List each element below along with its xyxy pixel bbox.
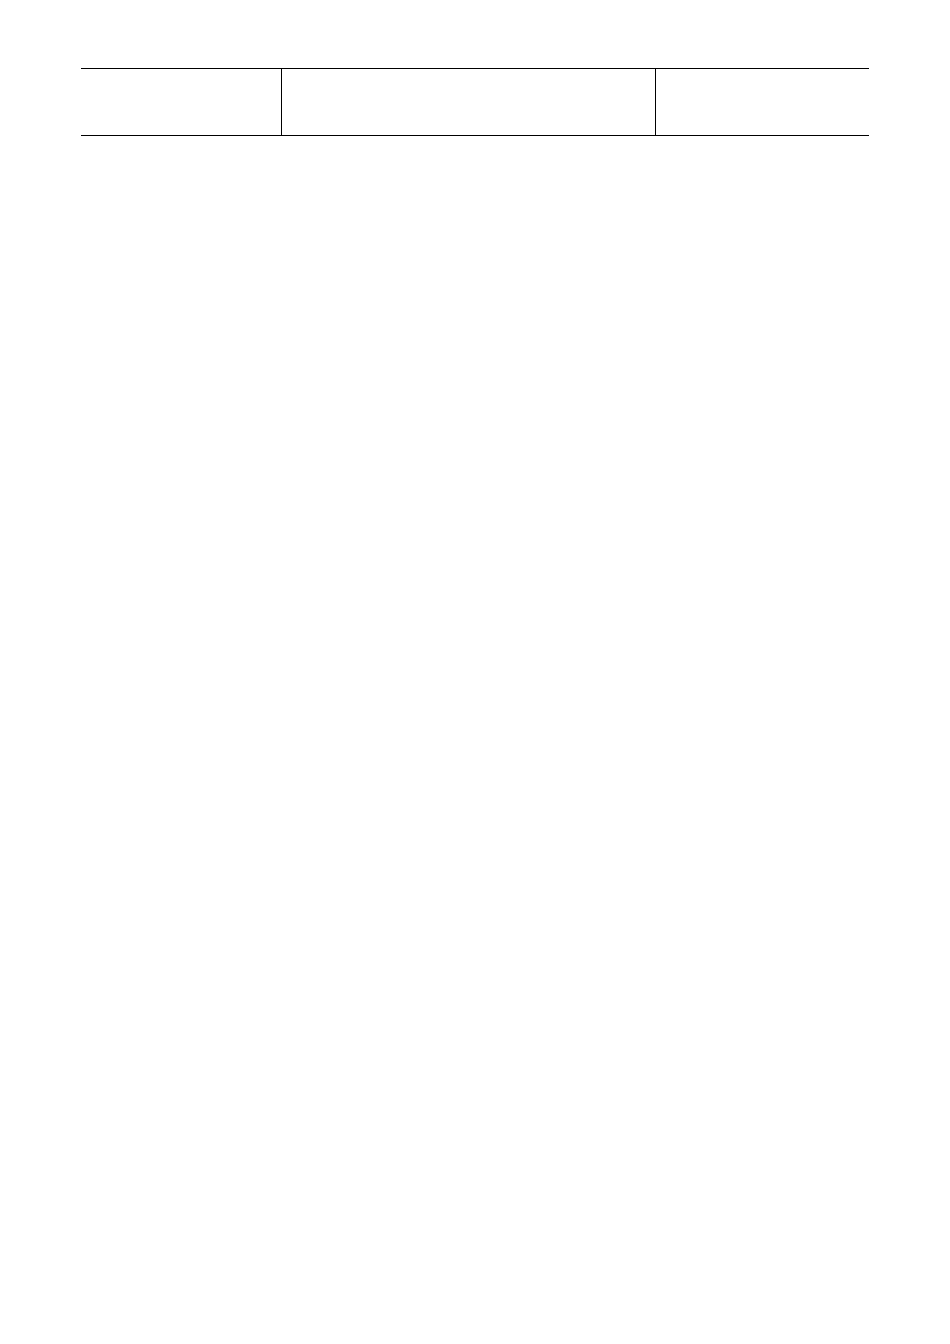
header-motto <box>282 69 656 135</box>
header-page-info <box>656 69 869 135</box>
page-header <box>81 68 869 136</box>
header-meta <box>81 69 282 135</box>
